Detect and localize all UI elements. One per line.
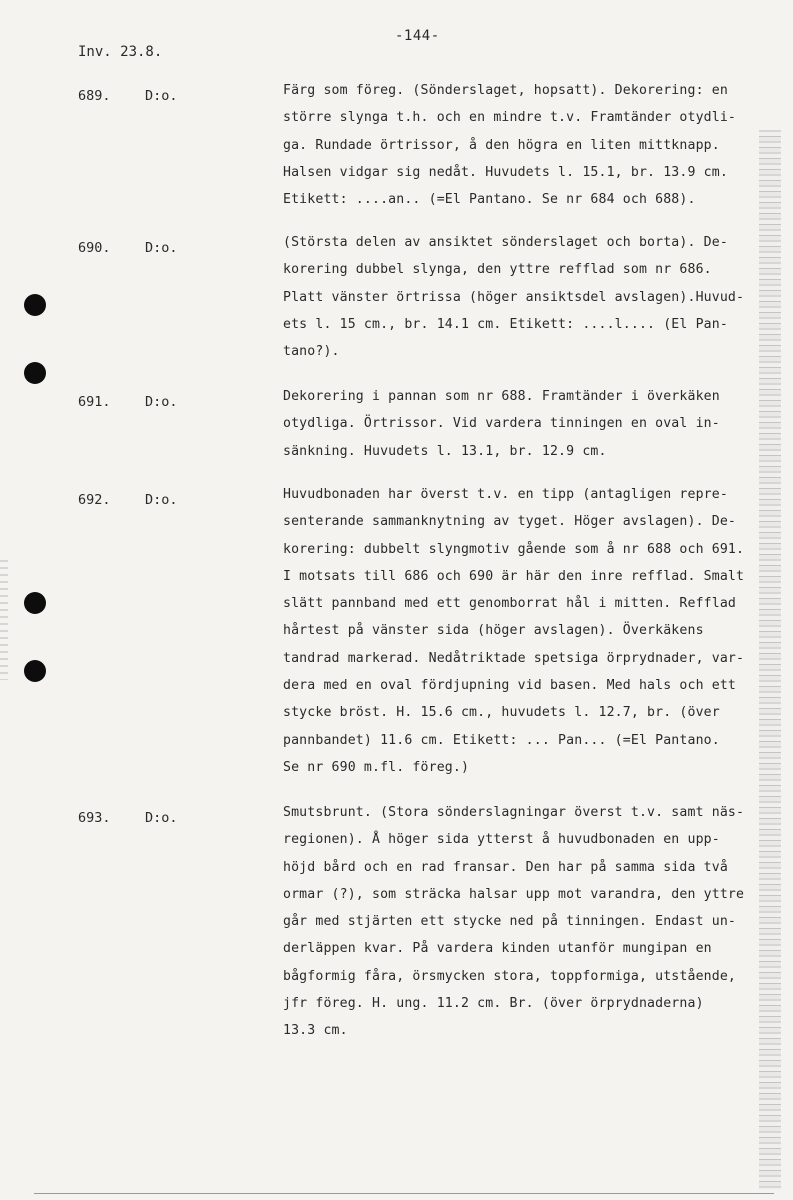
text-line: korering dubbel slynga, den yttre refflad som nr 686.	[283, 262, 712, 278]
entry-description	[283, 229, 765, 365]
entry-ref: D:o.	[145, 810, 178, 826]
text-line: 13.3 cm.	[283, 1023, 348, 1039]
punch-hole	[24, 294, 46, 316]
text-line: I motsats till 686 och 690 är här den inre refflad. Smalt	[283, 568, 745, 584]
text-line: tandrad markerad. Nedåtriktade spetsiga örprydnader, var-	[283, 650, 745, 666]
entry-number: 689.	[78, 88, 111, 104]
text-line: Huvudbonaden har överst t.v. en tipp (antagligen repre-	[283, 487, 728, 502]
text-line: Etikett: ....an.. (=El Pantano. Se nr 684 och 688).	[283, 192, 696, 208]
text-line: går med stjärten ett stycke ned på tinningen. Endast un-	[283, 914, 737, 930]
entry-ref: D:o.	[145, 492, 178, 508]
entry-ref: D:o.	[145, 240, 178, 256]
scan-edge-shadow	[0, 560, 8, 680]
punch-hole	[24, 362, 46, 384]
text-line: bågformig fåra, örsmycken stora, toppformiga, utstående,	[283, 968, 737, 984]
inventory-label: Inv. 23.8.	[78, 44, 163, 60]
page-number: -144-	[395, 28, 440, 44]
text-line: ets l. 15 cm., br. 14.1 cm. Etikett: ....l.... (El Pan-	[283, 316, 728, 332]
text-line: regionen). Å höger sida ytterst å huvudbonaden en upp-	[283, 832, 720, 848]
text-line: stycke bröst. H. 15.6 cm., huvudets l. 12.7, br. (över	[283, 705, 720, 721]
entry-ref: D:o.	[145, 394, 178, 410]
text-line: pannbandet) 11.6 cm. Etikett: ... Pan... (=El Pantano.	[283, 732, 720, 748]
entry-description	[283, 481, 765, 781]
text-line: otydliga. Örtrissor. Vid vardera tinningen en oval in-	[283, 416, 720, 432]
punch-hole	[24, 592, 46, 614]
text-line: ormar (?), som sträcka halsar upp mot varandra, den yttre	[283, 886, 745, 902]
text-line: större slynga t.h. och en mindre t.v. Framtänder otydli-	[283, 110, 737, 126]
entry-description	[283, 799, 765, 1045]
text-line: tano?).	[283, 344, 340, 360]
text-line: hårtest på vänster sida (höger avslagen). Överkäkens	[283, 623, 704, 639]
entry-description	[283, 77, 765, 213]
text-line: ga. Rundade örtrissor, å den högra en liten mittknapp.	[283, 137, 720, 153]
text-line: korering: dubbelt slyngmotiv gående som å nr 688 och 691.	[283, 541, 745, 557]
scan-bottom-edge	[34, 1193, 774, 1194]
text-line: höjd bård och en rad fransar. Den har på samma sida två	[283, 859, 728, 875]
entry-number: 692.	[78, 492, 111, 508]
entry-number: 690.	[78, 240, 111, 256]
entry-number: 693.	[78, 810, 111, 826]
text-line: Se nr 690 m.fl. föreg.)	[283, 759, 470, 775]
text-line: (Största delen av ansiktet sönderslaget och borta). De-	[283, 235, 728, 250]
text-line: Dekorering i pannan som nr 688. Framtänder i överkäken	[283, 389, 720, 404]
text-line: slätt pannband med ett genomborrat hål i mitten. Refflad	[283, 596, 737, 612]
text-line: jfr föreg. H. ung. 11.2 cm. Br. (över örprydnaderna)	[283, 996, 704, 1012]
text-line: Smutsbrunt. (Stora sönderslagningar överst t.v. samt näs-	[283, 805, 745, 820]
text-line: Platt vänster örtrissa (höger ansiktsdel avslagen).Huvud-	[283, 289, 745, 305]
punch-hole	[24, 660, 46, 682]
entry-ref: D:o.	[145, 88, 178, 104]
text-line: sänkning. Huvudets l. 13.1, br. 12.9 cm.	[283, 443, 607, 459]
text-line: Färg som föreg. (Sönderslaget, hopsatt). Dekorering: en	[283, 83, 728, 98]
entry-number: 691.	[78, 394, 111, 410]
text-line: Halsen vidgar sig nedåt. Huvudets l. 15.1, br. 13.9 cm.	[283, 164, 728, 180]
text-line: senterande sammanknytning av tyget. Höger avslagen). De-	[283, 514, 737, 530]
text-line: dera med en oval fördjupning vid basen. Med hals och ett	[283, 678, 737, 694]
entry-description	[283, 383, 765, 465]
text-line: derläppen kvar. På vardera kinden utanför mungipan en	[283, 941, 712, 957]
